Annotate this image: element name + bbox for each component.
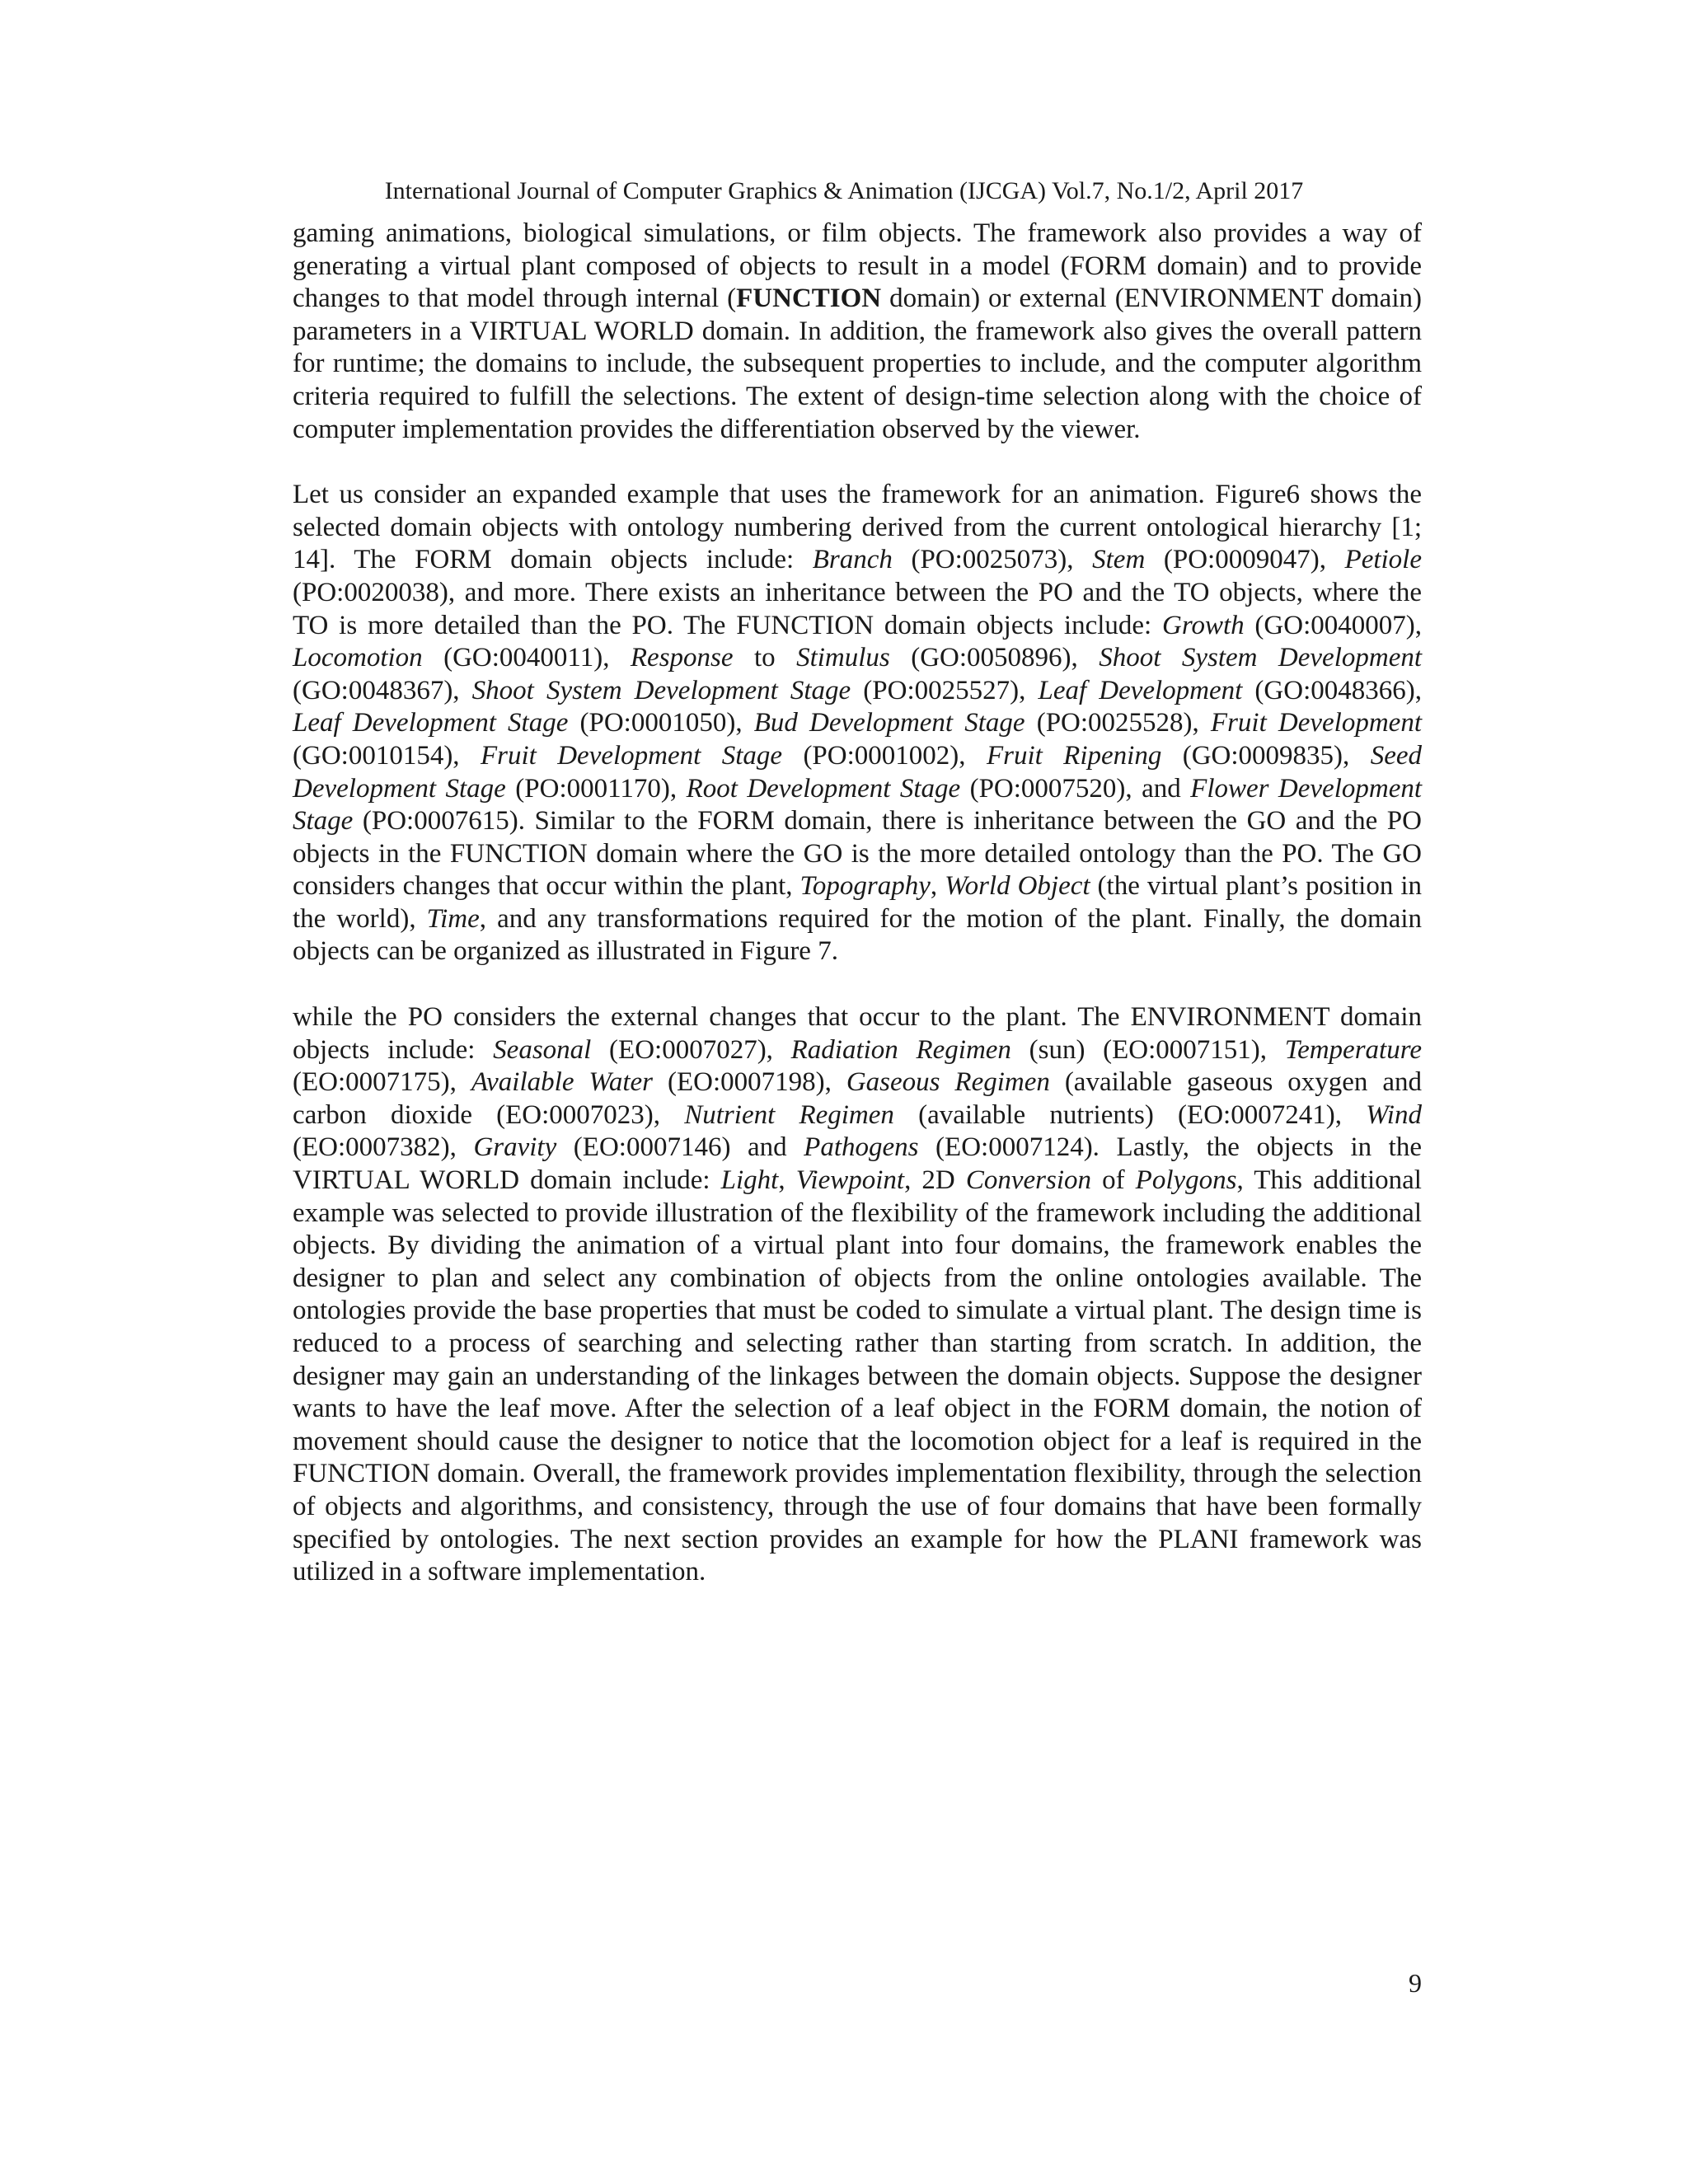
italic-term: Stimulus (796, 643, 890, 673)
italic-term: Leaf Development (1038, 675, 1243, 705)
italic-term: Bud Development Stage (753, 708, 1025, 738)
text-run: (PO:0009047), (1145, 545, 1345, 575)
italic-term: Response (630, 643, 734, 673)
text-run: (sun) (EO:0007151), (1010, 1034, 1285, 1065)
italic-term: Fruit Development (1210, 708, 1422, 738)
italic-term: Radiation Regimen (790, 1034, 1011, 1065)
italic-term: Petiole (1344, 545, 1422, 575)
italic-term: Gravity (473, 1132, 557, 1163)
text-run: , This additional example was selected to provide illustration of the flexibility of the framework including the additional objects. By dividing the animation of a virtual plant into four domains, the framework enables the designer to plan and select any combination of objects from the online ontologies available. The ontologies provide the base properties that must be coded to simulate a virtual plant. The design time is reduced to a process of searching and selecting rather than starting from scratch. In addition, the designer may gain an understanding of the linkages between the domain objects. Suppose the designer wants to have the leaf move. After the selection of a leaf object in the FORM domain, the notion of movement should cause the designer to notice that the locomotion object for a leaf is required in the FUNCTION domain. Overall, the framework provides implementation flexibility, through the selection of objects and algorithms, and consistency, through the use of four domains that have been formally specified by ontologies. The next section provides an example for how the PLANI framework was utilized in a software implementation. (293, 1165, 1422, 1587)
text-run: (PO:0020038), and more. There exists an inheritance between the PO and the TO objects, where the TO is more detailed than the PO. The FUNCTION domain objects include: (293, 577, 1422, 640)
italic-term: Shoot System Development Stage (471, 675, 851, 705)
text-run: of (1091, 1165, 1136, 1196)
text-run: , (930, 871, 945, 902)
italic-term: Seed Development Stage (293, 740, 1422, 804)
text-run: (EO:0007198), (653, 1067, 846, 1098)
text-run: (GO:0048366), (1242, 675, 1422, 705)
paragraph-expanded-example (293, 479, 1422, 968)
text-run: (EO:0007175), (293, 1067, 471, 1098)
text-run: (GO:0040011), (422, 643, 631, 673)
italic-term: Fruit Ripening (986, 740, 1162, 771)
italic-term: Root Development Stage (686, 773, 961, 804)
italic-term: Leaf Development Stage (293, 708, 569, 738)
text-run: (PO:0001002), (782, 740, 987, 771)
italic-term: Growth (1162, 610, 1245, 640)
running-header: International Journal of Computer Graphics & Animation (IJCGA) Vol.7, No.1/2, April 2017 (384, 177, 1304, 204)
text-run: to (733, 643, 797, 673)
italic-term: Seasonal (493, 1034, 592, 1065)
text-run: (PO:0001050), (568, 708, 754, 738)
text-run: (GO:0040007), (1244, 610, 1422, 640)
text-run: (available gaseous oxygen and carbon dioxide (EO:0007023), (293, 1067, 1422, 1130)
italic-term: Fruit Development Stage (480, 740, 783, 771)
italic-term: Branch (812, 545, 893, 575)
italic-term: Available Water (471, 1067, 654, 1098)
text-run: (EO:0007027), (591, 1034, 791, 1065)
italic-term: Conversion (965, 1165, 1091, 1196)
text-run: Let us consider an expanded example that uses the framework for an animation. Figure6 shows the selected domain objects with ontology numbering derived from the current ontological hierarchy [1; 14]. The FORM domain objects include: (293, 480, 1422, 575)
italic-term: Light (720, 1165, 779, 1196)
text-run: , (778, 1165, 796, 1196)
text-run: (GO:0009835), (1161, 740, 1371, 771)
text-run: (EO:0007146) and (556, 1132, 804, 1163)
text-run: (EO:0007124). Lastly, the objects in the VIRTUAL WORLD domain include: (293, 1132, 1423, 1196)
italic-term: Wind (1366, 1099, 1422, 1130)
italic-term: Polygons (1135, 1165, 1237, 1196)
paragraph-environment-objects (293, 1001, 1422, 1589)
italic-term: World Object (945, 871, 1090, 902)
italic-term: Temperature (1284, 1034, 1422, 1065)
text-run: (EO:0007382), (293, 1132, 474, 1163)
text-run: domain) or external (ENVIRONMENT domain) parameters in a VIRTUAL WORLD domain. In addition, the framework also gives the overall pattern for runtime; the domains to include, the subsequent properties to include, and the computer algorithm criteria required to fulfill the selections. The extent of design-time selection along with the choice of computer implementation provides the differentiation observed by the viewer. (293, 284, 1422, 444)
text-run: (the virtual plant’s position in the world), (293, 871, 1422, 934)
italic-term: Topography (799, 871, 931, 902)
italic-term: Pathogens (804, 1132, 919, 1163)
text-run: (PO:0001170), (505, 773, 687, 804)
text-run: , 2D (904, 1165, 966, 1196)
text-run: (GO:0010154), (293, 740, 481, 771)
text-run: (PO:0007615). Similar to the FORM domain, there is inheritance between the GO and the PO objects in the FUNCTION domain where the GO is the more detailed ontology than the PO. The GO considers changes that occur within the plant, (293, 806, 1422, 902)
text-run: (GO:0050896), (889, 643, 1100, 673)
text-run: gaming animations, biological simulations, or film objects. The framework also provides a way of generating a virtual plant composed of objects to result in a model (FORM domain) and to provide changes to that model through internal ( (293, 218, 1422, 314)
page-number: 9 (1409, 1968, 1422, 1998)
italic-term: Stem (1092, 545, 1146, 575)
paragraph-framework-overview (293, 218, 1422, 446)
text-run: (PO:0025527), (851, 675, 1039, 705)
text-run: (PO:0007520), and (960, 773, 1191, 804)
bold-term: FUNCTION (736, 284, 882, 314)
italic-term: Shoot System Development (1099, 643, 1423, 673)
text-run: , and any transformations required for the motion of the plant. Finally, the domain objects can be organized as illustrated in Figure 7. (293, 903, 1423, 967)
text-run: (PO:0025073), (892, 545, 1093, 575)
text-run: (available nutrients) (EO:0007241), (893, 1099, 1367, 1130)
italic-term: Locomotion (293, 643, 423, 673)
italic-term: Nutrient Regimen (684, 1099, 894, 1130)
italic-term: Gaseous Regimen (846, 1067, 1050, 1098)
italic-term: Flower Development Stage (293, 773, 1423, 837)
text-run: (PO:0025528), (1025, 708, 1211, 738)
italic-term: Time (426, 903, 480, 934)
text-run: while the PO considers the external changes that occur to the plant. The ENVIRONMENT domain objects include: (293, 1002, 1422, 1065)
italic-term: Viewpoint (795, 1165, 905, 1196)
article-body (293, 218, 1422, 1622)
text-run: (GO:0048367), (293, 675, 472, 705)
